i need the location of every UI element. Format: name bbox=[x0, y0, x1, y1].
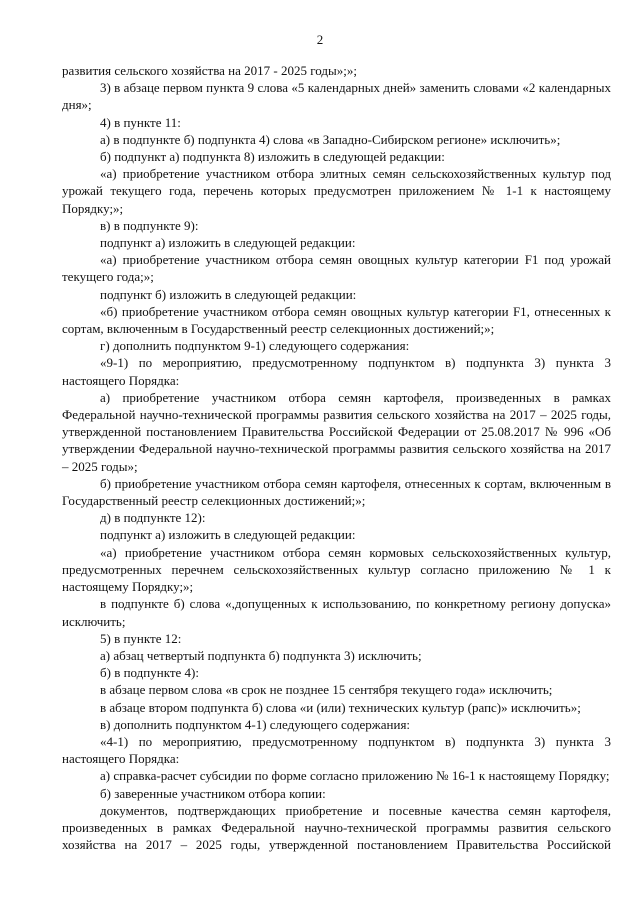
paragraph: б) заверенные участником отбора копии: bbox=[100, 785, 326, 801]
paragraph: 3) в абзаце первом пункта 9 слова «5 календарных дней» заменить словами «2 календарных дня»; bbox=[62, 80, 611, 113]
paragraph: развития сельского хозяйства на 2017 - 2025 годы»;»; bbox=[62, 63, 357, 78]
document-body bbox=[62, 62, 611, 853]
paragraph: а) справка-расчет субсидии по форме согласно приложению № 16-1 к настоящему Порядку; bbox=[100, 768, 610, 784]
paragraph: г) дополнить подпунктом 9-1) следующего содержания: bbox=[100, 338, 410, 354]
paragraph: в подпункте б) слова «,допущенных к использованию, по конкретному региону допуска» исключить; bbox=[62, 596, 611, 629]
paragraph: б) в подпункте 4): bbox=[100, 665, 199, 681]
paragraph: в) в подпункте 9): bbox=[100, 217, 199, 233]
paragraph: подпункт а) изложить в следующей редакции: bbox=[100, 235, 356, 251]
paragraph: подпункт б) изложить в следующей редакции: bbox=[100, 286, 357, 302]
page-number: 2 bbox=[316, 32, 324, 47]
paragraph: в) дополнить подпунктом 4-1) следующего содержания: bbox=[100, 716, 411, 732]
paragraph: а) абзац четвертый подпункта б) подпункта 3) исключить; bbox=[100, 647, 422, 663]
paragraph: в абзаце втором подпункта б) слова «и (или) технических культур (рапс)» исключить»; bbox=[100, 699, 581, 715]
paragraph: «4-1) по мероприятию, предусмотренному подпунктом в) подпункта 3) пункта 3 настоящего Порядка: bbox=[62, 733, 611, 767]
paragraph: «б) приобретение участником отбора семян овощных культур категории F1, отнесенных к сортам, включенным в Государственный реестр селекционных достижений;»; bbox=[62, 303, 611, 337]
paragraph: б) приобретение участником отбора семян картофеля, отнесенных к сортам, включенным в Государственный реестр селекционных достижений;»; bbox=[62, 475, 611, 509]
paragraph: а) приобретение участником отбора семян картофеля, произведенных в рамках Федеральной научно-технической программы развития сельского хозяйства на 2017 – 2025 годы, утвержденной постановлением Правительства Российской Федерации от 25.08.2017 № 996 «Об утверждении Федеральной научно-технической программы развития сельского хозяйства на 2017 – 2025 годы»; bbox=[62, 389, 611, 474]
paragraph: в абзаце первом слова «в срок не позднее 15 сентября текущего года» исключить; bbox=[100, 682, 553, 698]
paragraph: «а) приобретение участником отбора семян овощных культур категории F1 под урожай текущего года;»; bbox=[62, 252, 611, 285]
paragraph: 5) в пункте 12: bbox=[100, 630, 182, 646]
paragraph: а) в подпункте б) подпункта 4) слова «в Западно-Сибирском регионе» исключить»; bbox=[100, 131, 561, 147]
paragraph: «а) приобретение участником отбора семян кормовых сельскохозяйственных культур, предусмотренных перечнем сельскохозяйственных культур согласно приложению № 1 к настоящему Порядку;»; bbox=[62, 544, 611, 595]
paragraph: д) в подпункте 12): bbox=[100, 510, 206, 526]
paragraph: документов, подтверждающих приобретение и посевные качества семян картофеля, произведенных в рамках Федеральной научно-технической программы развития сельского хозяйства на 2017 – 2025 годы, утвержденной постановлением Правительства Российской bbox=[62, 802, 611, 853]
paragraph: б) подпункт а) подпункта 8) изложить в следующей редакции: bbox=[100, 149, 445, 165]
paragraph: «а) приобретение участником отбора элитных семян сельскохозяйственных культур под урожай текущего года, перечень которых предусмотрен приложением № 1-1 к настоящему Порядку;»; bbox=[62, 166, 611, 216]
paragraph: «9-1) по мероприятию, предусмотренному подпунктом в) подпункта 3) пункта 3 настоящего Порядка: bbox=[62, 355, 611, 388]
paragraph: подпункт а) изложить в следующей редакции: bbox=[100, 527, 356, 543]
paragraph: 4) в пункте 11: bbox=[100, 114, 181, 130]
